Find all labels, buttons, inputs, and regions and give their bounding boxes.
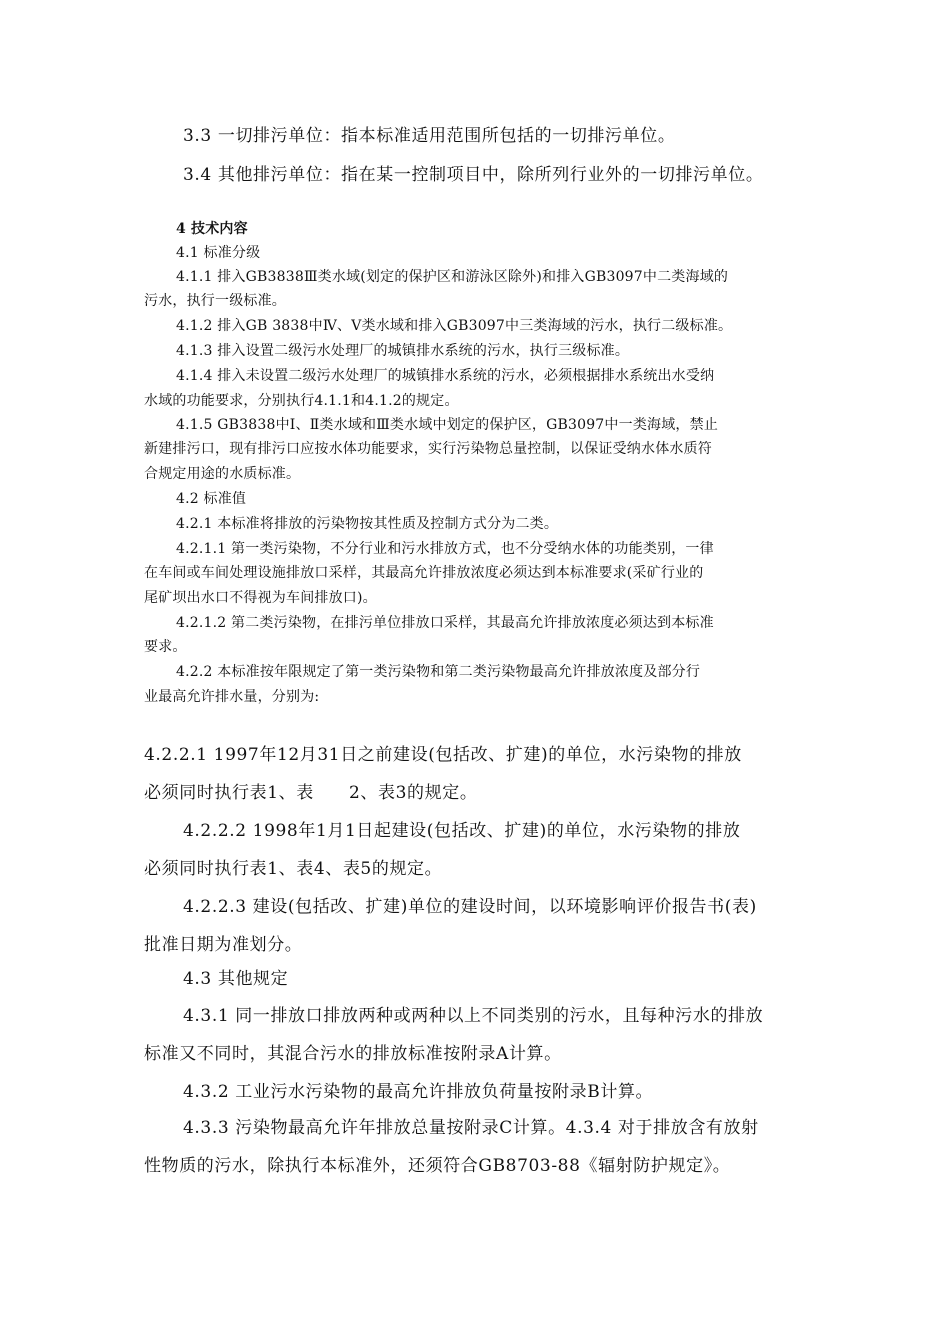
paragraph-4-1-5-line2: 新建排污口，现有排污口应按水体功能要求，实行污染物总量控制，以保证受纳水体水质符	[144, 441, 712, 457]
paragraph-4-1-1-line2: 污水，执行一级标准。	[144, 293, 286, 309]
paragraph-4-2-2-3-line1: 4.2.2.3 建设(包括改、扩建)单位的建设时间，以环境影响评价报告书(表)	[183, 897, 757, 917]
paragraph-4-2-1-1-line1: 4.2.1.1 第一类污染物，不分行业和污水排放方式，也不分受纳水体的功能类别，一律	[176, 541, 714, 557]
paragraph-4-3-3-line1: 4.3.3 污染物最高允许年排放总量按附录C计算。4.3.4 对于排放含有放射	[183, 1118, 759, 1138]
paragraph-4-2-2-1-line1: 4.2.2.1 1997年12月31日之前建设(包括改、扩建)的单位，水污染物的排放	[144, 745, 742, 765]
paragraph-4-2-1-1-line2: 在车间或车间处理设施排放口采样，其最高允许排放浓度必须达到本标准要求(采矿行业的	[144, 565, 704, 581]
paragraph-4-1-1-line1: 4.1.1 排入GB3838Ⅲ类水域(划定的保护区和游泳区除外)和排入GB3097中二类海域的	[176, 269, 729, 285]
subheading-4-3: 4.3 其他规定	[183, 969, 289, 989]
paragraph-4-1-5-line1: 4.1.5 GB3838中Ⅰ、Ⅱ类水域和Ⅲ类水域中划定的保护区，GB3097中一类海域，禁止	[176, 417, 719, 433]
paragraph-4-2-2-2-line1: 4.2.2.2 1998年1月1日起建设(包括改、扩建)的单位，水污染物的排放	[183, 821, 741, 841]
paragraph-4-2-2-2-line2: 必须同时执行表1、表4、表5的规定。	[144, 859, 443, 879]
paragraph-3-4: 3.4 其他排污单位：指在某一控制项目中，除所列行业外的一切排污单位。	[183, 165, 764, 185]
paragraph-4-3-3-line2: 性物质的污水，除执行本标准外，还须符合GB8703-88《辐射防护规定》。	[144, 1156, 731, 1176]
paragraph-4-2-2-1-line2: 必须同时执行表1、表 2、表3的规定。	[144, 783, 478, 803]
paragraph-3-3: 3.3 一切排污单位：指本标准适用范围所包括的一切排污单位。	[183, 126, 676, 146]
paragraph-4-2-1-1-line3: 尾矿坝出水口不得视为车间排放口)。	[144, 590, 377, 606]
paragraph-4-2-1: 4.2.1 本标准将排放的污染物按其性质及控制方式分为二类。	[176, 516, 559, 532]
paragraph-4-3-1-line1: 4.3.1 同一排放口排放两种或两种以上不同类别的污水，且每种污水的排放	[183, 1006, 764, 1026]
paragraph-4-1-3: 4.1.3 排入设置二级污水处理厂的城镇排水系统的污水，执行三级标准。	[176, 343, 630, 359]
subheading-4-1: 4.1 标准分级	[176, 245, 261, 261]
paragraph-4-1-4-line2: 水域的功能要求，分别执行4.1.1和4.1.2的规定。	[144, 393, 459, 409]
subheading-4-2: 4.2 标准值	[176, 491, 247, 507]
paragraph-4-1-5-line3: 合规定用途的水质标准。	[144, 466, 301, 482]
section-heading-4: 4 技术内容	[176, 221, 248, 237]
paragraph-4-3-2: 4.3.2 工业污水污染物的最高允许排放负荷量按附录B计算。	[183, 1082, 654, 1102]
paragraph-4-1-4-line1: 4.1.4 排入未设置二级污水处理厂的城镇排水系统的污水，必须根据排水系统出水受纳	[176, 368, 715, 384]
paragraph-4-2-2-line2: 业最高允许排水量，分别为:	[144, 689, 320, 705]
paragraph-4-3-1-line2: 标准又不同时，其混合污水的排放标准按附录A计算。	[144, 1044, 562, 1064]
paragraph-4-1-2: 4.1.2 排入GB 3838中Ⅳ、Ⅴ类水域和排入GB3097中三类海域的污水，执行二级标准。	[176, 318, 733, 334]
paragraph-4-2-1-2-line2: 要求。	[144, 639, 187, 655]
paragraph-4-2-2-3-line2: 批准日期为准划分。	[144, 935, 303, 955]
paragraph-4-2-2-line1: 4.2.2 本标准按年限规定了第一类污染物和第二类污染物最高允许排放浓度及部分行	[176, 664, 701, 680]
paragraph-4-2-1-2-line1: 4.2.1.2 第二类污染物，在排污单位排放口采样，其最高允许排放浓度必须达到本标准	[176, 615, 714, 631]
